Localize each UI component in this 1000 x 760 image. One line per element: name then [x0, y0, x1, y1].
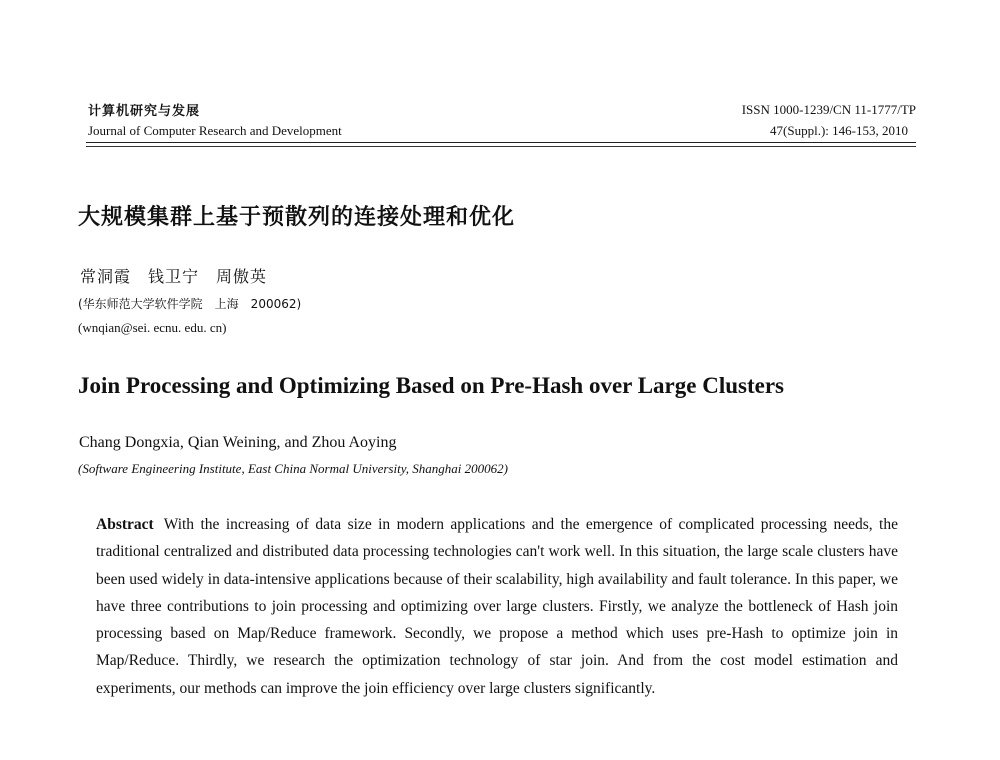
authors-english: Chang Dongxia, Qian Weining, and Zhou Aoying	[79, 434, 397, 451]
header-rule-thick	[86, 142, 916, 143]
authors-chinese: 常洞霞 钱卫宁 周傲英	[80, 267, 268, 286]
author-email: (wnqian@sei. ecnu. edu. cn)	[78, 320, 227, 335]
journal-name-chinese: 计算机研究与发展	[88, 104, 201, 119]
journal-name-english: Journal of Computer Research and Development	[88, 123, 342, 138]
abstract-text: With the increasing of data size in modern applications and the emergence of complicated processing needs, the traditional centralized and distributed data processing technologies can't work well. In this situation, the large scale clusters have been used widely in data-intensive applications because of their scalability, high availability and fault tolerance. In this paper, we have three contributions to join processing and optimizing over large clusters. Firstly, we analyze the bottleneck of Hash join processing based on Map/Reduce framework. Secondly, we propose a method which uses pre-Hash to optimize join in Map/Reduce. Thirdly, we research the optimization technology of star join. And from the cost model estimation and experiments, our methods can improve the join efficiency over large clusters significantly.	[96, 516, 898, 697]
abstract-paragraph	[96, 511, 898, 702]
volume-pages-line: 47(Suppl.): 146-153, 2010	[770, 123, 908, 138]
header-rule-thin	[86, 146, 916, 147]
affiliation-chinese: (华东师范大学软件学院 上海 200062)	[78, 297, 302, 311]
paper-title-english: Join Processing and Optimizing Based on Pre-Hash over Large Clusters	[78, 373, 784, 398]
abstract-label: Abstract	[96, 516, 154, 533]
paper-title-chinese: 大规模集群上基于预散列的连接处理和优化	[78, 205, 516, 230]
affiliation-english: (Software Engineering Institute, East China Normal University, Shanghai 200062)	[78, 461, 508, 476]
issn-line: ISSN 1000-1239/CN 11-1777/TP	[741, 102, 916, 117]
